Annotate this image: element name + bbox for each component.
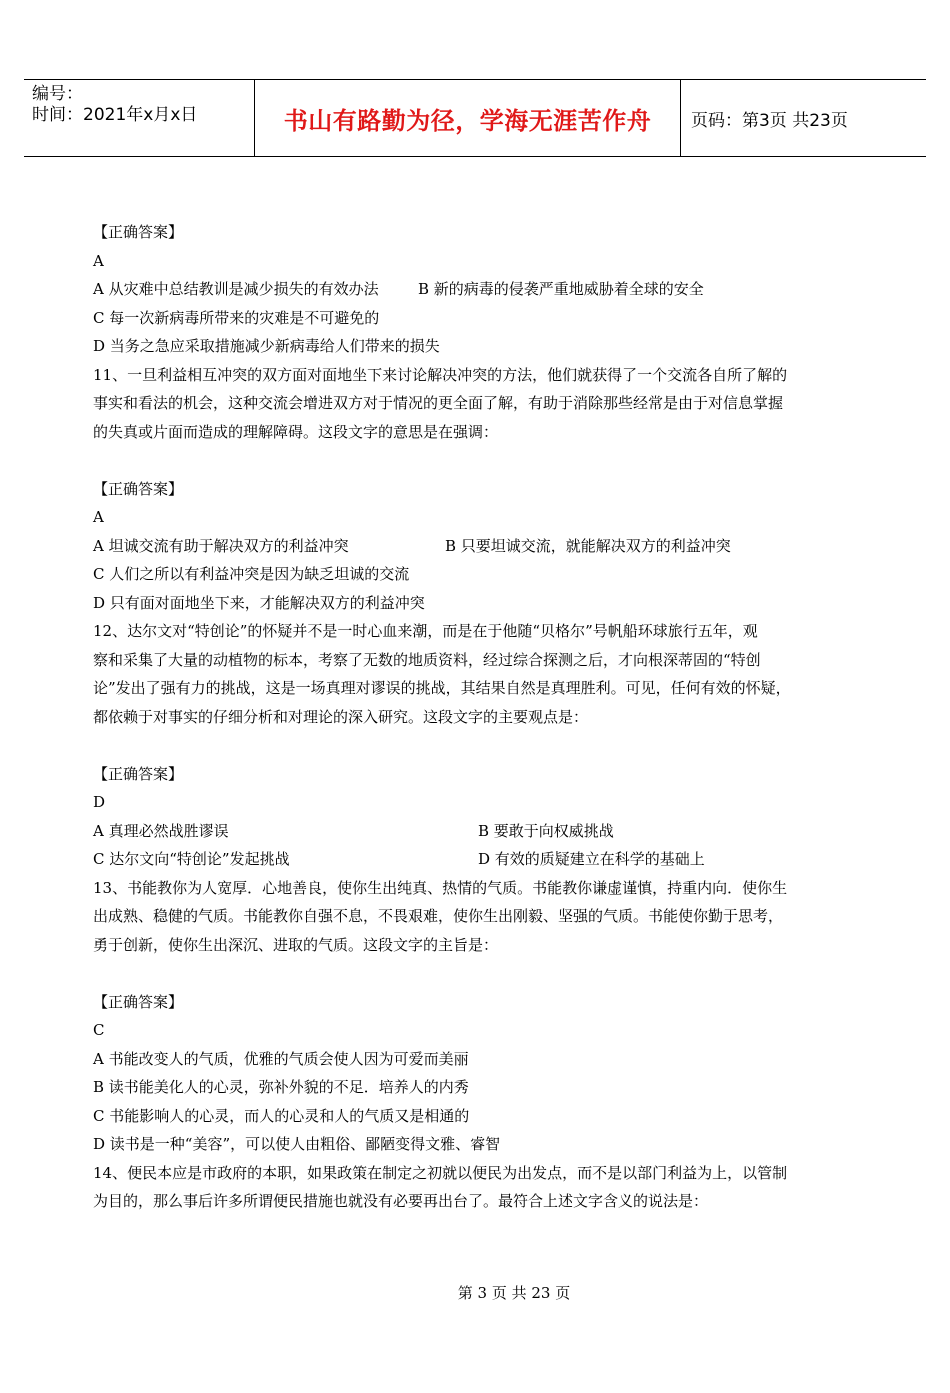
option-row	[93, 275, 863, 304]
question-14-line: 为目的，那么事后许多所谓便民措施也就没有必要再出台了。最符合上述文字含义的说法是：	[93, 1192, 709, 1210]
page-footer: 第 3 页 共 23 页	[457, 1284, 571, 1302]
answer-value: A	[93, 508, 104, 526]
option-d: D 有效的质疑建立在科学的基础上	[478, 850, 705, 868]
option-c: C 人们之所以有利益冲突是因为缺乏坦诚的交流	[93, 565, 410, 583]
option-c: C 达尔文向“特创论”发起挑战	[93, 850, 290, 868]
spacer	[93, 959, 863, 988]
spacer	[93, 446, 863, 475]
header-motto: 书山有路勤为径，学海无涯苦作舟	[254, 80, 681, 156]
question-12-line: 论”发出了强有力的挑战，这是一场真理对谬误的挑战，其结果自然是真理胜利。可见，任何有效的怀疑，	[93, 679, 791, 697]
page-header	[24, 79, 926, 157]
option-b: B 新的病毒的侵袭严重地威胁着全球的安全	[418, 280, 704, 298]
option-b: B 只要坦诚交流，就能解决双方的利益冲突	[445, 536, 731, 555]
header-meta	[24, 80, 254, 156]
option-a: A 真理必然战胜谬误	[93, 821, 229, 840]
question-12-line: 都依赖于对事实的仔细分析和对理论的深入研究。这段文字的主要观点是：	[93, 707, 589, 726]
spacer	[93, 731, 863, 760]
question-12-line: 察和采集了大量的动植物的标本，考察了无数的地质资料，经过综合探测之后，才向根深蒂固的“特创	[93, 650, 761, 669]
header-number-label: 编号：	[32, 84, 83, 104]
option-d: D 当务之急应采取措施减少新病毒给人们带来的损失	[93, 337, 440, 355]
option-b: B 要敢于向权威挑战	[478, 821, 614, 840]
answer-label: 【正确答案】	[93, 223, 184, 241]
answer-label: 【正确答案】	[93, 764, 184, 783]
option-row	[93, 532, 863, 561]
header-time-label: 时间：2021年x月x日	[32, 105, 198, 125]
option-row	[93, 817, 863, 846]
option-a: A 从灾难中总结教训是减少损失的有效办法	[93, 280, 379, 298]
option-a: A 书能改变人的气质，优雅的气质会使人因为可爱而美丽	[93, 1049, 469, 1068]
document-body	[93, 218, 863, 1216]
question-14-line: 14、便民本应是市政府的本职，如果政策在制定之初就以便民为出发点，而不是以部门利益为上，以管制	[93, 1163, 788, 1182]
option-c: C 书能影响人的心灵，而人的心灵和人的气质又是相通的	[93, 1106, 470, 1125]
question-11-line: 11、一旦利益相互冲突的双方面对面地坐下来讨论解决冲突的方法，他们就获得了一个交流各自所了解的	[93, 365, 788, 384]
answer-value: C	[93, 1021, 105, 1039]
answer-label: 【正确答案】	[93, 992, 184, 1011]
question-12-line: 12、达尔文对“特创论”的怀疑并不是一时心血来潮，而是在于他随“贝格尔”号帆船环球旅行五年，观	[93, 622, 758, 640]
question-11-line: 事实和看法的机会，这种交流会增进双方对于情况的更全面了解，有助于消除那些经常是由于对信息掌握	[93, 394, 784, 412]
option-c: C 每一次新病毒所带来的灾难是不可避免的	[93, 308, 380, 327]
answer-label: 【正确答案】	[93, 479, 184, 498]
question-13-line: 勇于创新，使你生出深沉、进取的气质。这段文字的主旨是：	[93, 935, 499, 954]
answer-value: A	[93, 251, 104, 270]
option-a: A 坦诚交流有助于解决双方的利益冲突	[93, 536, 349, 555]
header-page-info: 页码：第3页 共23页	[691, 110, 848, 131]
option-d: D 只有面对面地坐下来，才能解决双方的利益冲突	[93, 593, 425, 612]
answer-value: D	[93, 793, 106, 811]
question-13-line: 13、书能教你为人宽厚．心地善良，使你生出纯真、热情的气质。书能教你谦虚谨慎，持重内向．使你生	[93, 878, 788, 897]
question-13-line: 出成熟、稳健的气质。书能教你自强不息，不畏艰难，使你生出刚毅、坚强的气质。书能使你勤于思考，	[93, 907, 784, 925]
question-11-line: 的失真或片面而造成的理解障碍。这段文字的意思是在强调：	[93, 422, 499, 441]
option-b: B 读书能美化人的心灵，弥补外貌的不足．培养人的内秀	[93, 1078, 469, 1096]
option-d: D 读书是一种“美容”，可以使人由粗俗、鄙陋变得文雅、睿智	[93, 1135, 501, 1153]
option-row	[93, 845, 863, 874]
